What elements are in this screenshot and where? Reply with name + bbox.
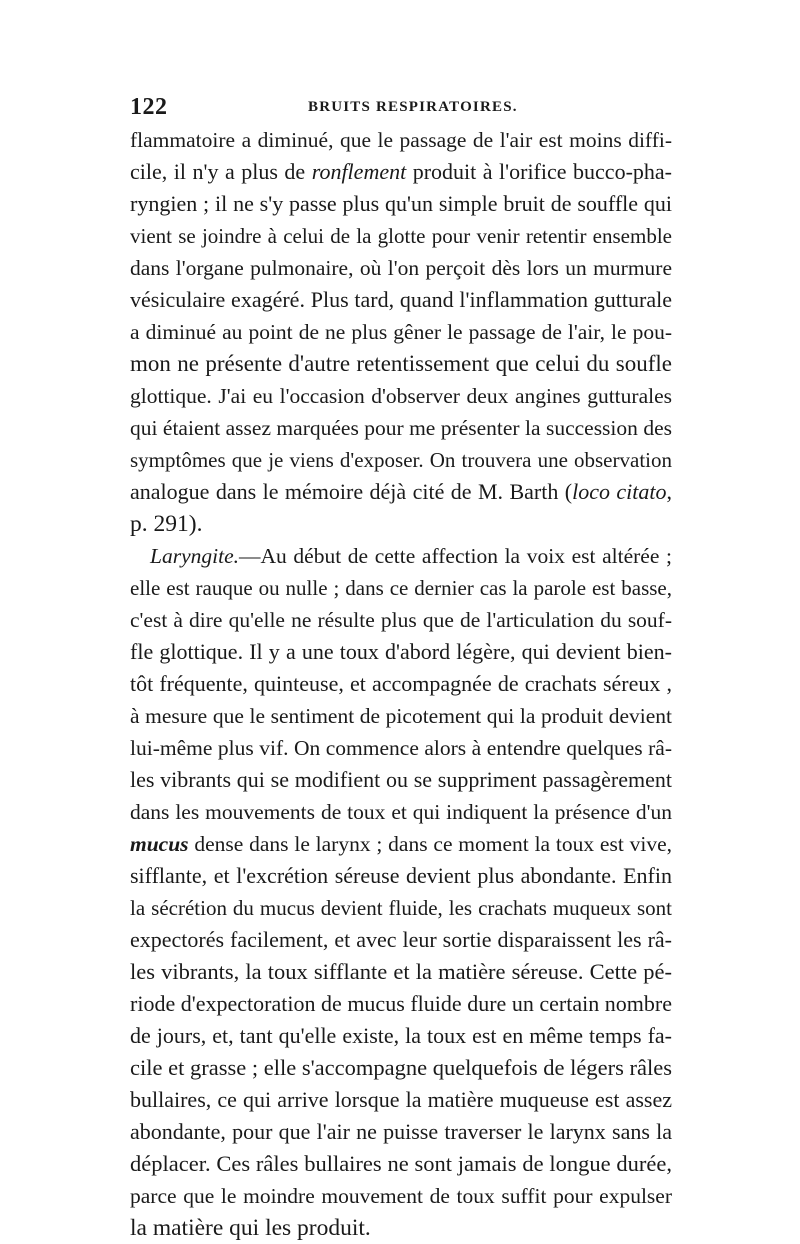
text-line: p. 291). bbox=[130, 511, 203, 537]
text-line: déplacer. Ces râles bullaires ne sont jamais de longue durée, bbox=[130, 1151, 672, 1176]
text-line: bullaires, ce qui arrive lorsque la matière muqueuse est assez bbox=[130, 1087, 672, 1112]
text-line: symptômes que je viens d'exposer. On trouvera une observation bbox=[130, 448, 672, 472]
section-heading: Laryngite. bbox=[150, 544, 239, 568]
running-title: BRUITS RESPIRATOIRES. bbox=[308, 99, 518, 115]
text-line: mucus dense dans le larynx ; dans ce moment la toux est vive, bbox=[130, 832, 672, 856]
text-line: de jours, et, tant qu'elle existe, la toux est en même temps fa- bbox=[130, 1023, 672, 1048]
text-line: mon ne présente d'autre retentissement que celui du soufle bbox=[130, 351, 672, 376]
text-line: la matière qui les produit. bbox=[130, 1215, 371, 1241]
text-line: lui-même plus vif. On commence alors à entendre quelques râ- bbox=[130, 736, 672, 760]
text-line: dans l'organe pulmonaire, où l'on perçoit dès lors un murmure bbox=[130, 256, 672, 280]
text-line: expectorés facilement, et avec leur sortie disparaissent les râ- bbox=[130, 927, 672, 952]
emphasis: loco citato bbox=[572, 479, 667, 504]
text-line: flammatoire a diminué, que le passage de l'air est moins diffi- bbox=[130, 128, 672, 152]
text-line: glottique. J'ai eu l'occasion d'observer deux angines gutturales bbox=[130, 384, 672, 408]
text-line: sifflante, et l'excrétion séreuse devient plus abondante. Enfin bbox=[130, 863, 672, 888]
text-line: riode d'expectoration de mucus fluide dure un certain nombre bbox=[130, 991, 672, 1016]
text-line: tôt fréquente, quinteuse, et accompagnée de crachats séreux , bbox=[130, 671, 672, 696]
text-line: elle est rauque ou nulle ; dans ce dernier cas la parole est basse, bbox=[130, 576, 672, 600]
body-text bbox=[130, 124, 672, 1244]
text-line: dans les mouvements de toux et qui indiquent la présence d'un bbox=[130, 800, 672, 824]
text-line: les vibrants qui se modifient ou se suppriment passagèrement bbox=[130, 767, 672, 792]
text-line: ryngien ; il ne s'y passe plus qu'un simple bruit de souffle qui bbox=[130, 191, 672, 216]
text-line: fle glottique. Il y a une toux d'abord légère, qui devient bien- bbox=[130, 639, 672, 664]
text-line: analogue dans le mémoire déjà cité de M. Barth (loco citato, bbox=[130, 479, 673, 504]
emphasis: ronflement bbox=[311, 159, 407, 184]
text-line: Laryngite.—Au début de cette affection la voix est altérée ; bbox=[150, 544, 672, 568]
text-line: cile et grasse ; elle s'accompagne quelquefois de légers râles bbox=[130, 1055, 672, 1080]
page-number: 122 bbox=[130, 94, 168, 120]
text-line: à mesure que le sentiment de picotement qui la produit devient bbox=[130, 704, 672, 728]
text-line: c'est à dire qu'elle ne résulte plus que de l'articulation du souf- bbox=[130, 608, 672, 632]
emphasis: mucus bbox=[130, 832, 189, 856]
text-line: cile, il n'y a plus de ronflement produit à l'orifice bucco-pha- bbox=[130, 159, 672, 184]
text-line: a diminué au point de ne plus gêner le passage de l'air, le pou- bbox=[130, 320, 672, 344]
text-line: parce que le moindre mouvement de toux suffit pour expulser bbox=[130, 1184, 672, 1208]
text-line: qui étaient assez marquées pour me présenter la succession des bbox=[130, 416, 672, 440]
text-line: la sécrétion du mucus devient fluide, les crachats muqueux sont bbox=[130, 896, 672, 920]
text-line: vésiculaire exagéré. Plus tard, quand l'inflammation gutturale bbox=[130, 287, 672, 312]
text-line: les vibrants, la toux sifflante et la matière séreuse. Cette pé- bbox=[130, 959, 672, 984]
page-header bbox=[130, 94, 672, 124]
text-line: abondante, pour que l'air ne puisse traverser le larynx sans la bbox=[130, 1119, 672, 1144]
text-line: vient se joindre à celui de la glotte pour venir retentir ensemble bbox=[130, 224, 672, 248]
